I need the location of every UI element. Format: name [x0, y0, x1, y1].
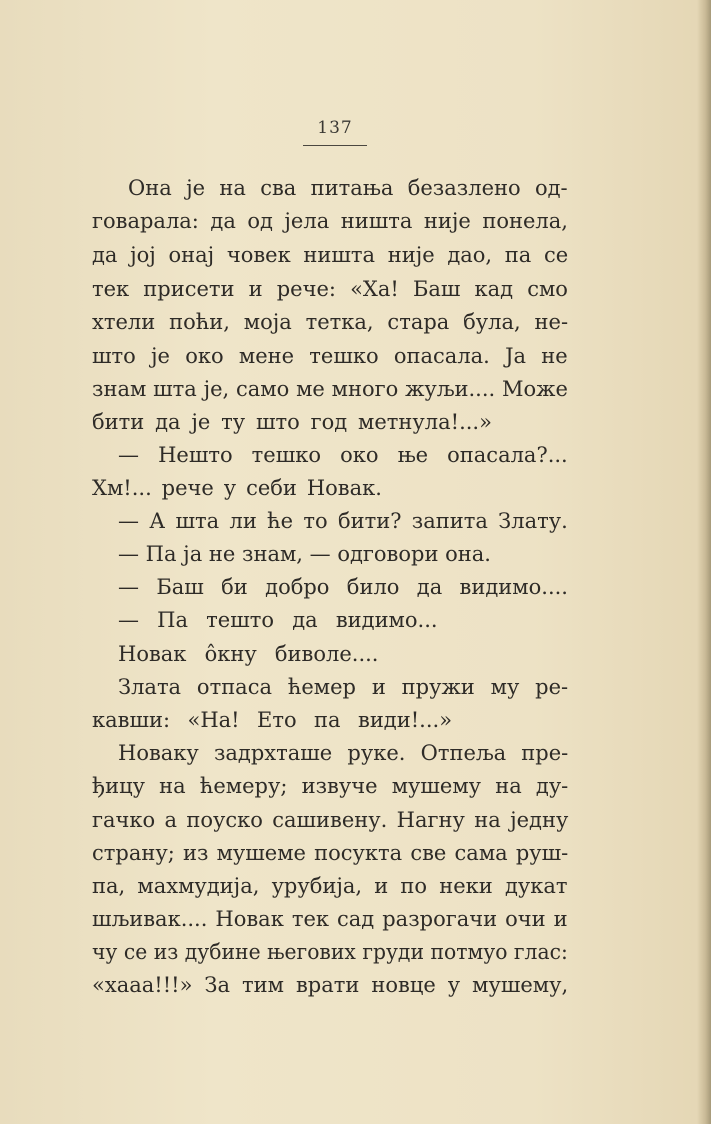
- text-line: — Баш би добро било да видимо....: [118, 575, 568, 599]
- text-line: Она је на сва питања безазлено од-: [128, 176, 568, 200]
- text-line: говарала: да од јела ништа није понела,: [92, 209, 568, 233]
- text-line: — А шта ли ће то бити? запита Злату.: [118, 509, 568, 533]
- text-line: Хм!... рече у себи Новак.: [92, 476, 382, 500]
- text-line: знам шта је, само ме много жуљи.... Може: [92, 377, 568, 401]
- text-line: ђицу на ћемеру; извуче мушему на ду-: [92, 774, 569, 798]
- text-line: па, махмудија, урубија, и по неки дукат: [92, 874, 568, 898]
- text-line: чу се из дубине његових груди потмуо глас:: [92, 940, 568, 964]
- text-line: Злата отпаса ћемер и пружи му ре-: [118, 675, 569, 699]
- text-line: Новаку задрхташе руке. Отпеља пре-: [118, 741, 569, 765]
- text-line: што је око мене тешко опасала. Ја не: [92, 344, 568, 368]
- text-line: гачко а поуско сашивену. Нагну на једну: [92, 808, 569, 832]
- text-line: — Па тешто да видимо...: [118, 608, 438, 632]
- text-line: шљивак.... Новак тек сад разрогачи очи и: [92, 907, 568, 931]
- text-line: — Па ја не знам, — одговори она.: [118, 542, 491, 566]
- page-number-rule: [303, 145, 367, 146]
- text-line: — Нешто тешко око ње опасала?...: [118, 443, 568, 467]
- text-line: бити да је ту што год метнула!...»: [92, 410, 492, 434]
- text-line: страну; из мушеме посукта све сама руш-: [92, 841, 569, 865]
- page-number: 137: [317, 118, 353, 138]
- text-line: кавши: «На! Ето па види!...»: [92, 708, 453, 732]
- text-line: да јој онај човек ништа није дао, па се: [92, 243, 569, 267]
- text-line: «хааа!!!» За тим врати новце у мушему,: [92, 973, 569, 997]
- text-line: хтели поћи, моја тетка, стара була, не-: [92, 310, 569, 334]
- text-line: тек присети и рече: «Ха! Баш кад смо: [92, 277, 568, 301]
- page-edge-shadow: [697, 0, 711, 1124]
- text-line: Новак ôкну биволе....: [118, 642, 379, 666]
